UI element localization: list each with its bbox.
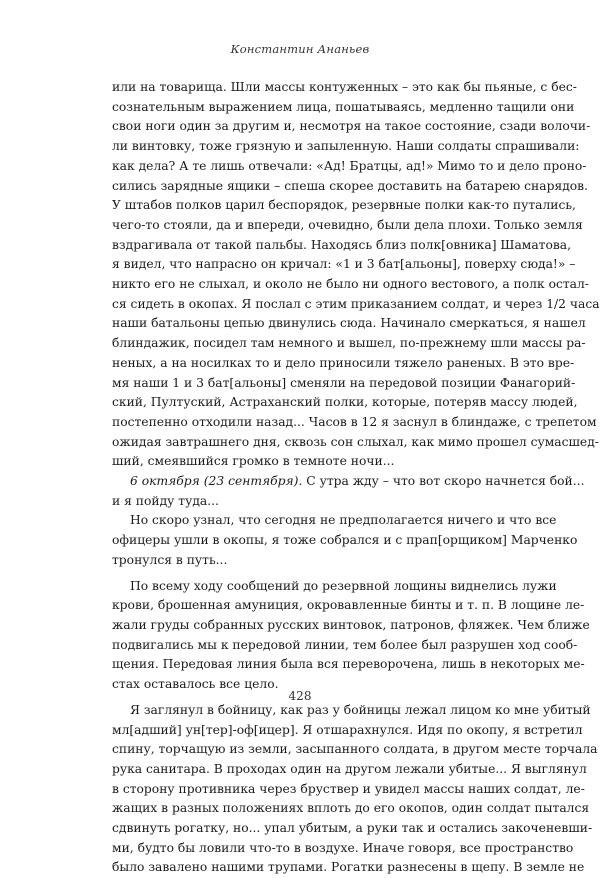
text-line: Но скоро узнал, что сегодня не предполагается ничего и что все [130,513,557,528]
text-line: мл[адший] ун[тер]-оф[ицер]. Я отшарахнулся. Идя по окопу, я встретил [112,722,583,737]
text-line: ский, Пултуский, Астраханский полки, которые, потеряв массу людей, [112,395,578,410]
text-line: чего-то стояли, да и впереди, очевидно, были дела плохи. Только земля [112,217,583,232]
text-line: неных, а на носилках то и дело приносили тяжело раненых. В это вре- [112,355,575,370]
text-line: У штабов полков царил беспорядок, резервные полки как-то путались, [112,198,576,213]
text-line: тронулся в путь... [112,552,228,567]
text-line: жали груды собранных русских винтовок, патронов, фляжек. Чем ближе [112,617,590,632]
page-number: 428 [288,689,312,703]
text-line: ожидая завтрашнего дня, сквозь сон слыхал, как мимо прошел сумасшед- [112,434,599,449]
paragraph-2 [112,472,585,511]
date-heading: 6 октября (23 сентября). [130,474,303,489]
text-line: спину, торчащую из земли, засыпанного солдата, в другом месте торчала [112,742,598,757]
text-line: сдвинуть рогатку, но... упал убитым, а руки так и остались закоченевши- [112,821,593,836]
body-text [112,78,600,878]
text-line: было завалено нашими трупами. Рогатки разнесены в щепу. В земле не [112,860,585,875]
running-head: Константин Ананьев [230,42,370,56]
text-line: Я заглянул в бойницу, как раз у бойницы лежал лицом ко мне убитый [130,702,591,717]
paragraph-5 [112,701,598,878]
text-line: как дела? А те лишь отвечали: «Ад! Братцы, ад!» Мимо то и дело проно- [112,158,587,173]
text-line: офицеры ушли в окопы, я тоже собрался и с прап[орщиком] Марченко [112,533,578,548]
text-line: ся сидеть в окопах. Я послал с этим приказанием солдат, и через 1/2 часа [112,296,600,311]
paragraph-1 [112,78,600,472]
text-line: я видел, что напрасно он кричал: «1 и 3 бат[альоны], поверху сюда!» – [112,257,576,272]
text-line: ший, смеявшийся громко в темноте ночи... [112,454,395,469]
text-line: и я пойду туда... [112,493,219,508]
text-fragment: С утра жду – что вот скоро начнется бой... [302,474,585,489]
text-line: рука санитара. В проходах один на другом лежали убитые... Я выглянул [112,761,587,776]
text-line: или на товарища. Шли массы контуженных – это как бы пьяные, с бес- [112,80,577,94]
text-line: постепенно отходили назад... Часов в 12 я заснул в блиндаже, с трепетом [112,414,597,429]
paragraph-4 [112,577,590,695]
text-line: блиндажик, посидел там немного и вышел, по-прежнему шли массы ра- [112,336,586,351]
text-line: мя наши 1 и 3 бат[альоны] сменяли на передовой позиции Фанагорий- [112,375,576,390]
text-line: жащих в разных положениях вплоть до его окопов, один солдат пытался [112,801,590,816]
text-line: наши батальоны цепью двинулись сюда. Начинало смеркаться, я нашел [112,316,586,331]
paragraph-3 [112,511,578,570]
text-line: свои ноги один за другим и, несмотря на такое состояние, сзади волочи- [112,119,591,134]
text-line: в сторону противника через бруствер и увидел массы наших солдат, ле- [112,781,585,796]
text-line: щения. Передовая линия была вся переворочена, лишь в некоторых ме- [112,657,585,672]
text-line: стах оставалось все цело. [112,677,279,692]
text-line: вздрагивала от такой пальбы. Находясь близ полк[овника] Шаматова, [112,237,572,252]
text-line: сились зарядные ящики – спеша скорее доставить на батарею снарядов. [112,178,589,193]
text-line [112,472,585,492]
text-line: сознательным выражением лица, пошатываясь, медленно тащили они [112,99,575,114]
text-line: По всему ходу сообщений до резервной лощины виднелись лужи [130,578,557,593]
text-line: ми, будто бы ловили что-то в воздухе. Иначе говоря, все пространство [112,840,574,855]
text-line: крови, брошенная амуниция, окровавленные бинты и т. п. В лощине ле- [112,598,585,613]
text-line: подвигались мы к передовой линии, тем более был разрушен ход сооб- [112,637,578,652]
text-line: ли винтовку, тоже грязную и запыленную. Наши солдаты спрашивали: [112,139,580,154]
text-line: никто его не слыхал, и около не было ни одного вестового, а полк остал- [112,277,589,292]
